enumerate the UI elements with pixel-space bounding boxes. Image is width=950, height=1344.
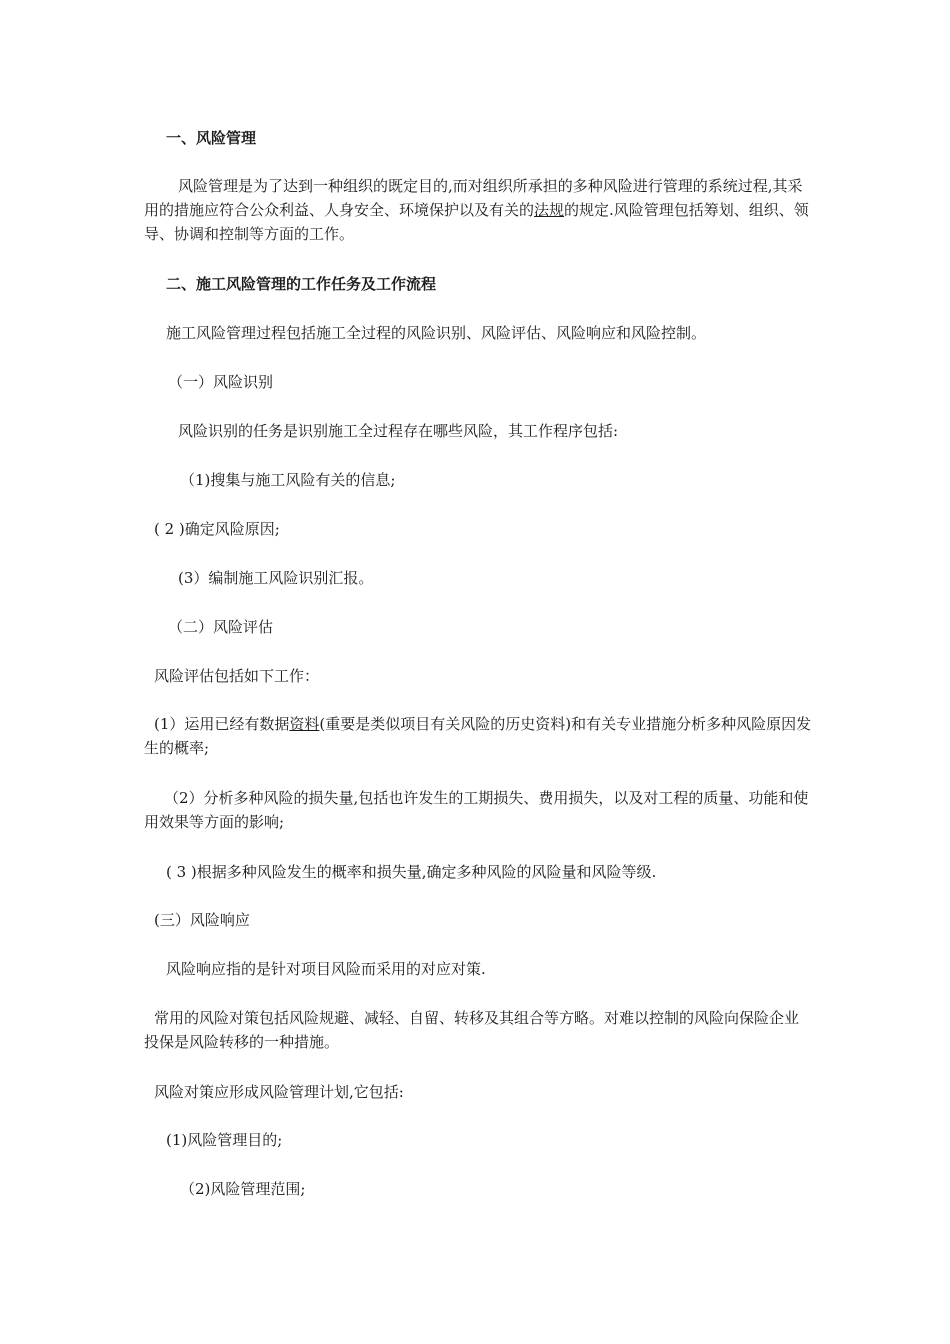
paragraph-plan-intro: 风险对策应形成风险管理计划,它包括: <box>154 1083 404 1101</box>
list-item-plan-2: （2)风险管理范围; <box>180 1180 306 1198</box>
paragraph-text: 的规定.风险管理包括筹划、组织、领导、协调和控制等方面的工作。 <box>144 201 809 243</box>
paragraph-response-definition: 风险响应指的是针对项目风险而采用的对应对策. <box>166 960 486 978</box>
regulation-link[interactable]: 法规 <box>534 201 565 219</box>
paragraph-process-overview: 施工风险管理过程包括施工全过程的风险识别、风险评估、风险响应和风险控制。 <box>166 324 707 342</box>
paragraph-assessment-intro: 风险评估包括如下工作： <box>154 667 320 685</box>
list-item-identification-2: ( 2 )确定风险原因; <box>154 520 280 538</box>
list-item-plan-1: (1)风险管理目的; <box>166 1131 283 1149</box>
paragraph-response-strategies: 常用的风险对策包括风险规避、减轻、自留、转移及其组合等方略。对难以控制的风险向保险企业投保是风险转移的一种措施。 <box>144 1009 800 1051</box>
subheading-risk-identification: （一）风险识别 <box>168 373 274 391</box>
paragraph-identification-task: 风险识别的任务是识别施工全过程存在哪些风险，其工作程序包括: <box>178 422 619 440</box>
list-item-identification-3: (3）编制施工风险识别汇报。 <box>178 569 374 587</box>
subheading-risk-response: (三）风险响应 <box>154 911 250 929</box>
paragraph-text: (重要是类似项目有关风险的历史资料)和有关专业措施分析多种风险原因发生的概率; <box>144 715 812 757</box>
list-item-identification-1: （1)搜集与施工风险有关的信息; <box>180 471 396 489</box>
paragraph-text: 风险管理是为了达到一种组织的既定目的,而对组织所承担的多种风险进行管理的系统过程,其采用的措施应符合公众利益、人身安全、环境保护以及有关的 <box>144 177 803 219</box>
paragraph-text: (1）运用已经有数据 <box>154 715 290 733</box>
heading-risk-management: 一、风险管理 <box>166 129 257 147</box>
data-link[interactable]: 资料 <box>289 715 320 733</box>
list-item-assessment-3: ( 3 )根据多种风险发生的概率和损失量,确定多种风险的风险量和风险等级. <box>166 863 657 881</box>
subheading-risk-assessment: （二）风险评估 <box>168 618 274 636</box>
list-item-assessment-2: （2）分析多种风险的损失量,包括也许发生的工期损失、费用损失，以及对工程的质量、功能和使用效果等方面的影响; <box>144 789 809 831</box>
heading-construction-risk-management: 二、施工风险管理的工作任务及工作流程 <box>166 275 437 293</box>
paragraph-risk-management-definition <box>144 174 812 246</box>
list-item-assessment-1 <box>144 712 812 760</box>
